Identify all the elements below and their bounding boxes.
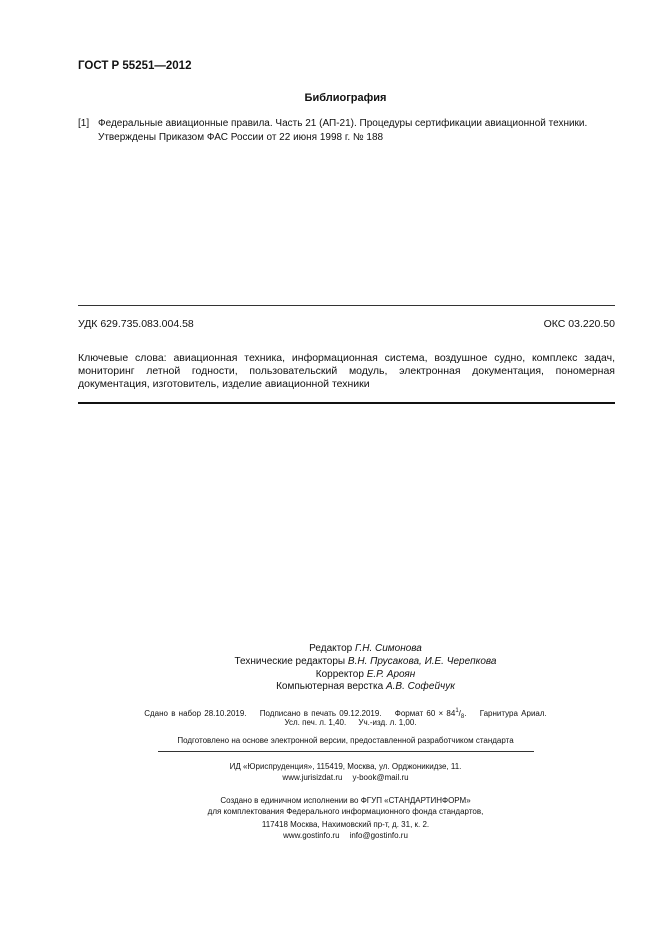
publisher-email-2[interactable]: info@gostinfo.ru bbox=[349, 831, 408, 840]
publisher-block-3 bbox=[0, 819, 661, 841]
oks-code: ОКС 03.220.50 bbox=[543, 318, 615, 330]
keywords-label: Ключевые слова: bbox=[78, 352, 167, 364]
publisher-contacts-2 bbox=[30, 830, 661, 841]
keywords-text: авиационная техника, информационная система, воздушное судно, комплекс задач, мониторинг летной годности, пользовательский модуль, электронная документация, пономерная документация, изготовитель, изделие авиационной техники bbox=[78, 352, 615, 390]
bibliography-title: Библиография bbox=[304, 92, 387, 104]
imprint-sheets: Усл. печ. л. 1,40. bbox=[284, 718, 347, 727]
imprint-font: Гарнитура Ариал. bbox=[479, 709, 547, 718]
publisher-site-2[interactable]: www.gostinfo.ru bbox=[283, 831, 340, 840]
divider-imprint bbox=[158, 751, 534, 752]
document-code: ГОСТ Р 55251—2012 bbox=[78, 60, 192, 72]
publisher-line-1: ИД «Юриспруденция», 115419, Москва, ул. Орджоникидзе, 11. bbox=[229, 762, 462, 771]
imprint-line-2 bbox=[0, 718, 661, 727]
keywords-block bbox=[78, 352, 615, 391]
credit-editor: Редактор Г.Н. Симонова bbox=[309, 643, 422, 654]
imprint-signed: Подписано в печать 09.12.2019. bbox=[259, 709, 382, 718]
credits-block bbox=[0, 643, 661, 694]
credit-layout: Компьютерная верстка А.В. Софейчук bbox=[276, 681, 455, 693]
publisher-block-1 bbox=[0, 761, 661, 783]
bibliography-entry-number: [1] bbox=[78, 118, 90, 129]
publisher-contacts-1 bbox=[30, 772, 661, 783]
imprint-submitted: Сдано в набор 28.10.2019. bbox=[144, 709, 247, 718]
credit-corrector: Корректор Е.Р. Ароян bbox=[315, 668, 416, 680]
publisher-line-2: Создано в единичном исполнении во ФГУП «СТАНДАРТИНФОРМ» bbox=[220, 796, 471, 805]
publisher-email-1[interactable]: y-book@mail.ru bbox=[352, 773, 409, 782]
bibliography-entry-text: Федеральные авиационные правила. Часть 21 (АП-21). Процедуры сертификации авиационной техники. Утверждены Приказом ФАС России от 22 июня 1998 г. № 188 bbox=[98, 118, 588, 143]
prepared-note: Подготовлено на основе электронной версии, предоставленной разработчиком стандарта bbox=[177, 736, 514, 745]
publisher-block-2 bbox=[0, 795, 661, 817]
imprint-pub-sheets: Уч.-изд. л. 1,00. bbox=[358, 718, 417, 727]
publisher-site-1[interactable]: www.jurisizdat.ru bbox=[282, 773, 343, 782]
credit-tech-editors: Технические редакторы В.Н. Прусакова, И.Е. Черепкова bbox=[234, 655, 497, 667]
bibliography-entry bbox=[78, 117, 615, 144]
imprint-format: Формат $60 \times 84^1/_8$. bbox=[394, 708, 467, 720]
publisher-line-3: для комплектования Федерального информационного фонда стандартов, bbox=[207, 807, 484, 816]
divider-top bbox=[78, 305, 615, 306]
divider-thick bbox=[78, 402, 615, 404]
udk-code: УДК 629.735.083.004.58 bbox=[78, 318, 194, 330]
publisher-line-4: 117418 Москва, Нахимовский пр-т, д. 31, к. 2. bbox=[261, 820, 430, 829]
